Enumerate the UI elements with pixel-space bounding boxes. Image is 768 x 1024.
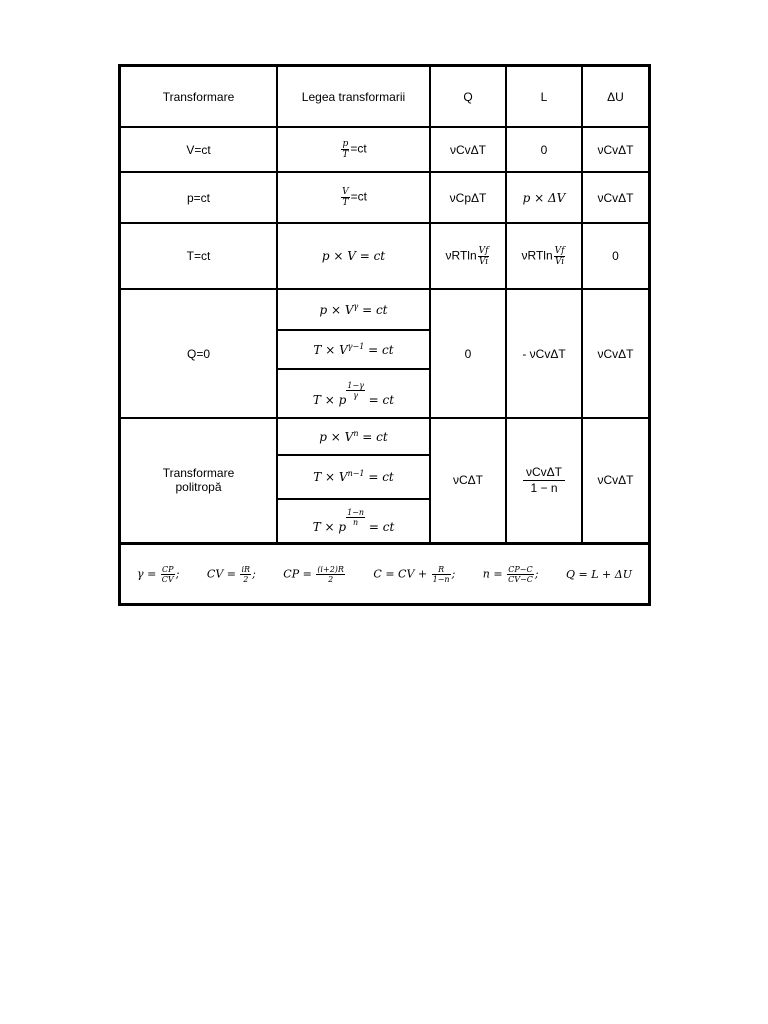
thermodynamics-table-frame <box>118 64 651 606</box>
header-q: Q <box>430 67 506 127</box>
law-cell: T × p $^{\frac{1-n}{n}}$ = ct <box>277 499 430 543</box>
cp-definition: CP = $\frac{(i+2)R}{2}$ <box>283 565 344 584</box>
law-cell: $p \times V^\gamma$ = ct <box>277 289 430 330</box>
du-cell: νCvΔT <box>582 172 648 223</box>
l-cell <box>506 418 582 543</box>
volume-ratio: $\frac{Vf}{Vi}$ <box>554 245 565 267</box>
table-row-isothermal <box>121 223 648 289</box>
exponent-fraction: 1−γ γ <box>347 380 364 400</box>
work-fraction: $\frac{\text{νCvΔT}}{1 - n}$ <box>523 465 565 496</box>
header-law: Legea transformarii <box>277 67 430 127</box>
law-rest: =ct <box>350 189 367 204</box>
transformation-name: p=ct <box>121 172 277 223</box>
footer-formulas <box>123 565 646 584</box>
header-transformation: Transformare <box>121 67 277 127</box>
table-row-isochoric <box>121 127 648 172</box>
du-cell: νCvΔT <box>582 418 648 543</box>
c-definition: C = CV + $\frac{R}{1-n}$ ; <box>373 565 456 584</box>
volume-ratio: $\frac{Vf}{Vi}$ <box>478 245 489 267</box>
du-cell: νCvΔT <box>582 289 648 418</box>
n-definition: n = $\frac{CP-C}{CV-C}$ ; <box>482 565 539 584</box>
transformation-name: Q=0 <box>121 289 277 418</box>
table-row-polytropic <box>121 418 648 455</box>
transformation-name: Transformare politropă <box>121 418 277 543</box>
q-cell: 0 <box>430 289 506 418</box>
law-cell <box>277 127 430 172</box>
law-cell: T × p $^{\frac{1-\gamma}{\gamma}}$ = ct <box>277 369 430 418</box>
header-du: ΔU <box>582 67 648 127</box>
footer-row <box>121 543 648 605</box>
law-cell: $T \times V^{n-1}$ = ct <box>277 455 430 499</box>
law-cell: $T \times V^{\gamma-1}$ = ct <box>277 330 430 369</box>
q-cell: νCΔT <box>430 418 506 543</box>
law-cell <box>277 172 430 223</box>
header-l: L <box>506 67 582 127</box>
header-row <box>121 67 648 127</box>
table-row-adiabatic <box>121 289 648 330</box>
exponent-fraction: 1−n n <box>347 507 365 527</box>
law-rest: =ct <box>350 141 367 156</box>
transformation-name: V=ct <box>121 127 277 172</box>
footer-cell <box>121 543 648 605</box>
l-cell: p × ΔV <box>506 172 582 223</box>
transformation-name: T=ct <box>121 223 277 289</box>
l-cell: 0 <box>506 127 582 172</box>
table-row-isobaric <box>121 172 648 223</box>
du-cell: 0 <box>582 223 648 289</box>
law-fraction: $\frac{V}{T}$ <box>342 187 349 208</box>
law-cell: p × V = ct <box>277 223 430 289</box>
law-fraction: $\frac{p}{T}$ <box>342 139 349 160</box>
gamma-definition: γ = $\frac{CP}{CV}$ ; <box>137 565 180 584</box>
l-prefix: νRTln <box>521 248 553 263</box>
first-law: Q = L + ΔU <box>566 568 632 581</box>
law-cell: $p \times V^n$ = ct <box>277 418 430 455</box>
du-cell: νCvΔT <box>582 127 648 172</box>
l-cell: - νCvΔT <box>506 289 582 418</box>
cv-definition: CV = $\frac{iR}{2}$ ; <box>206 565 256 584</box>
q-cell: νCpΔT <box>430 172 506 223</box>
l-cell <box>506 223 582 289</box>
thermodynamics-table <box>121 67 648 605</box>
q-cell <box>430 223 506 289</box>
q-prefix: νRTln <box>445 248 477 263</box>
q-cell: νCvΔT <box>430 127 506 172</box>
